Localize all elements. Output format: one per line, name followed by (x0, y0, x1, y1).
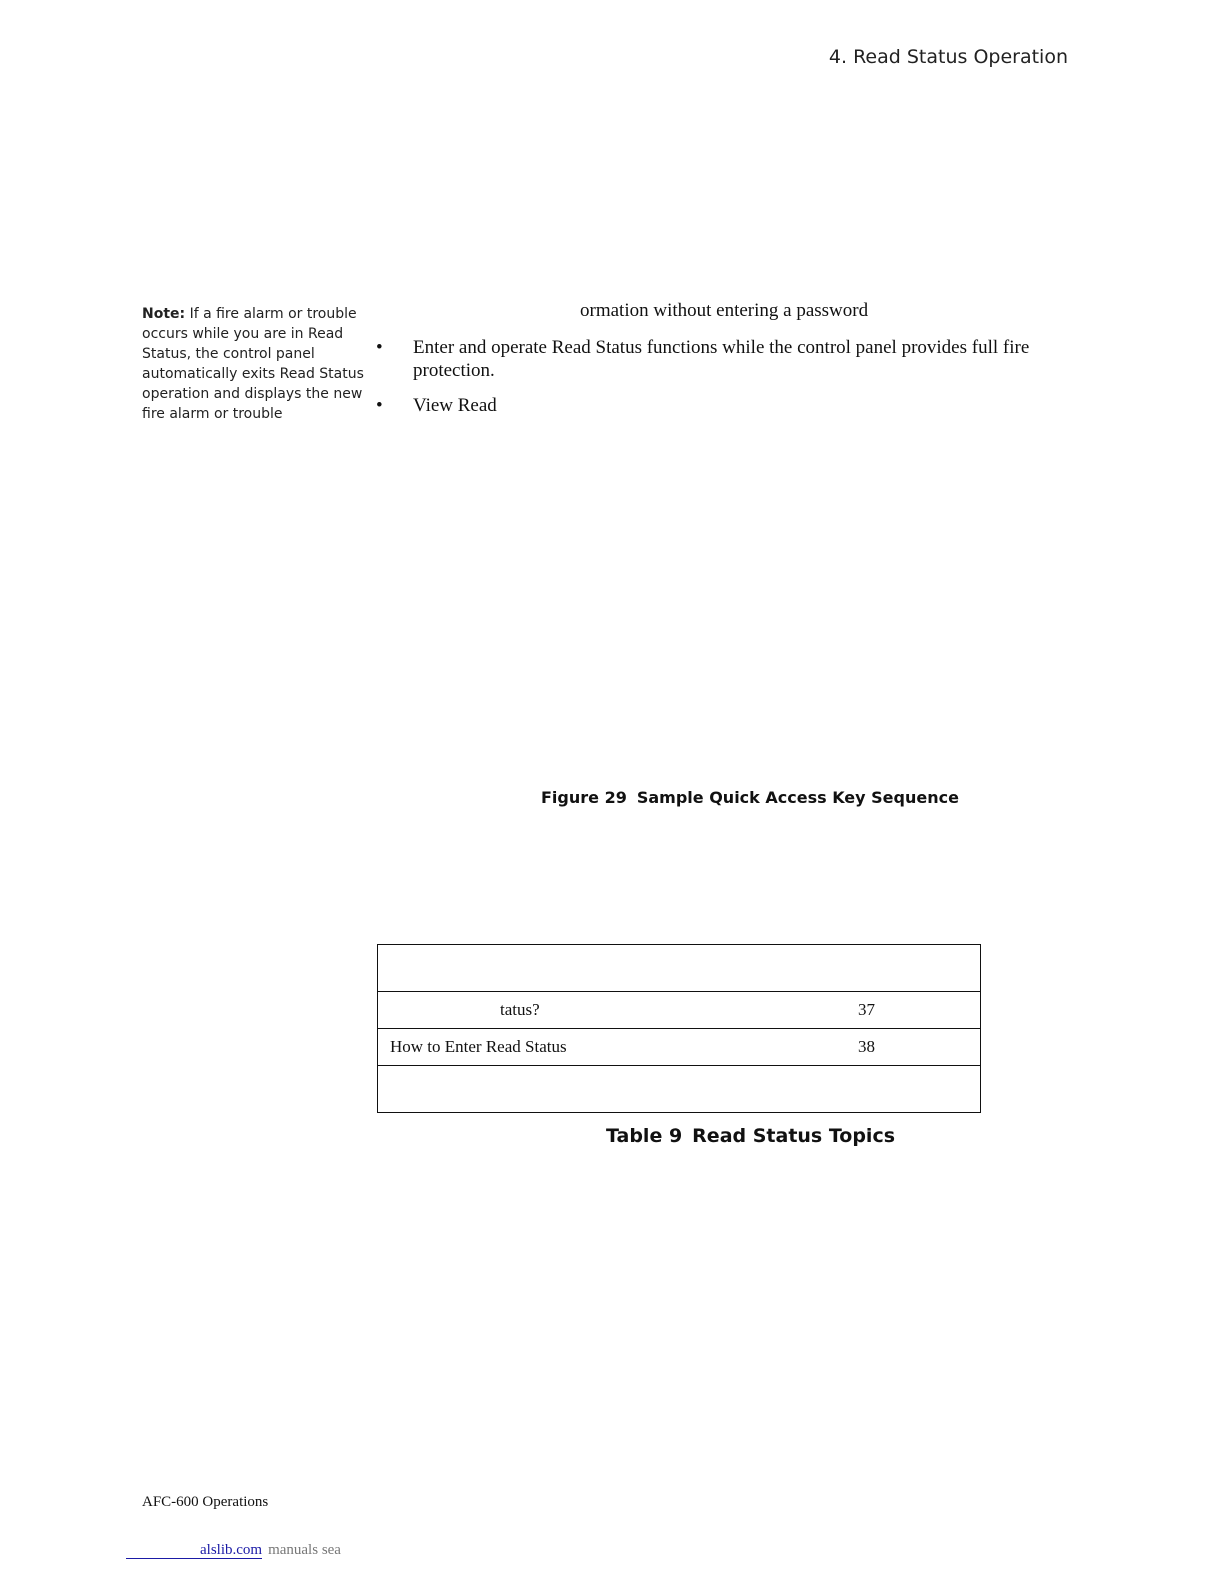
bullet-icon: • (376, 395, 383, 416)
side-note (142, 304, 364, 424)
table-cell-topic: tatus? (378, 992, 859, 1029)
bullet-icon: • (376, 337, 383, 358)
table-row (378, 992, 981, 1029)
figure-title: Sample Quick Access Key Sequence (636, 788, 959, 807)
list-item (376, 336, 1076, 382)
table-title: Read Status Topics (692, 1125, 896, 1147)
table-cell-page: 38 (858, 1029, 981, 1066)
watermark-link[interactable]: alslib.com (126, 1542, 262, 1559)
table-number: Table 9 (606, 1125, 683, 1147)
table-cell-page (858, 945, 981, 992)
table-row (378, 1029, 981, 1066)
note-label: Note: (142, 306, 186, 322)
figure-caption (541, 788, 959, 807)
body-text-fragment: ormation without entering a password (580, 300, 869, 321)
table-cell-topic (378, 945, 859, 992)
table-caption (606, 1125, 895, 1147)
watermark-text: manuals sea (268, 1542, 341, 1558)
table-row (378, 945, 981, 992)
table-cell-page (858, 1066, 981, 1113)
table-cell-topic (378, 1066, 859, 1113)
list-item (376, 394, 1076, 417)
table-cell-topic: How to Enter Read Status (378, 1029, 859, 1066)
topics-table (377, 944, 981, 1113)
figure-number: Figure 29 (541, 788, 627, 807)
watermark (126, 1542, 341, 1559)
bullet-list (376, 336, 1076, 429)
list-item-text: View Read (413, 395, 497, 416)
table-cell-page: 37 (858, 992, 981, 1029)
running-header: 4. Read Status Operation (828, 46, 1068, 68)
note-text: If a fire alarm or trouble occurs while you are in Read Status, the control panel automatically exits Read Status operation and displays the new fire alarm or trouble (142, 306, 364, 422)
page-footer: AFC-600 Operations (142, 1494, 269, 1510)
table-row (378, 1066, 981, 1113)
list-item-text: Enter and operate Read Status functions while the control panel provides full fire protection. (413, 337, 1030, 381)
